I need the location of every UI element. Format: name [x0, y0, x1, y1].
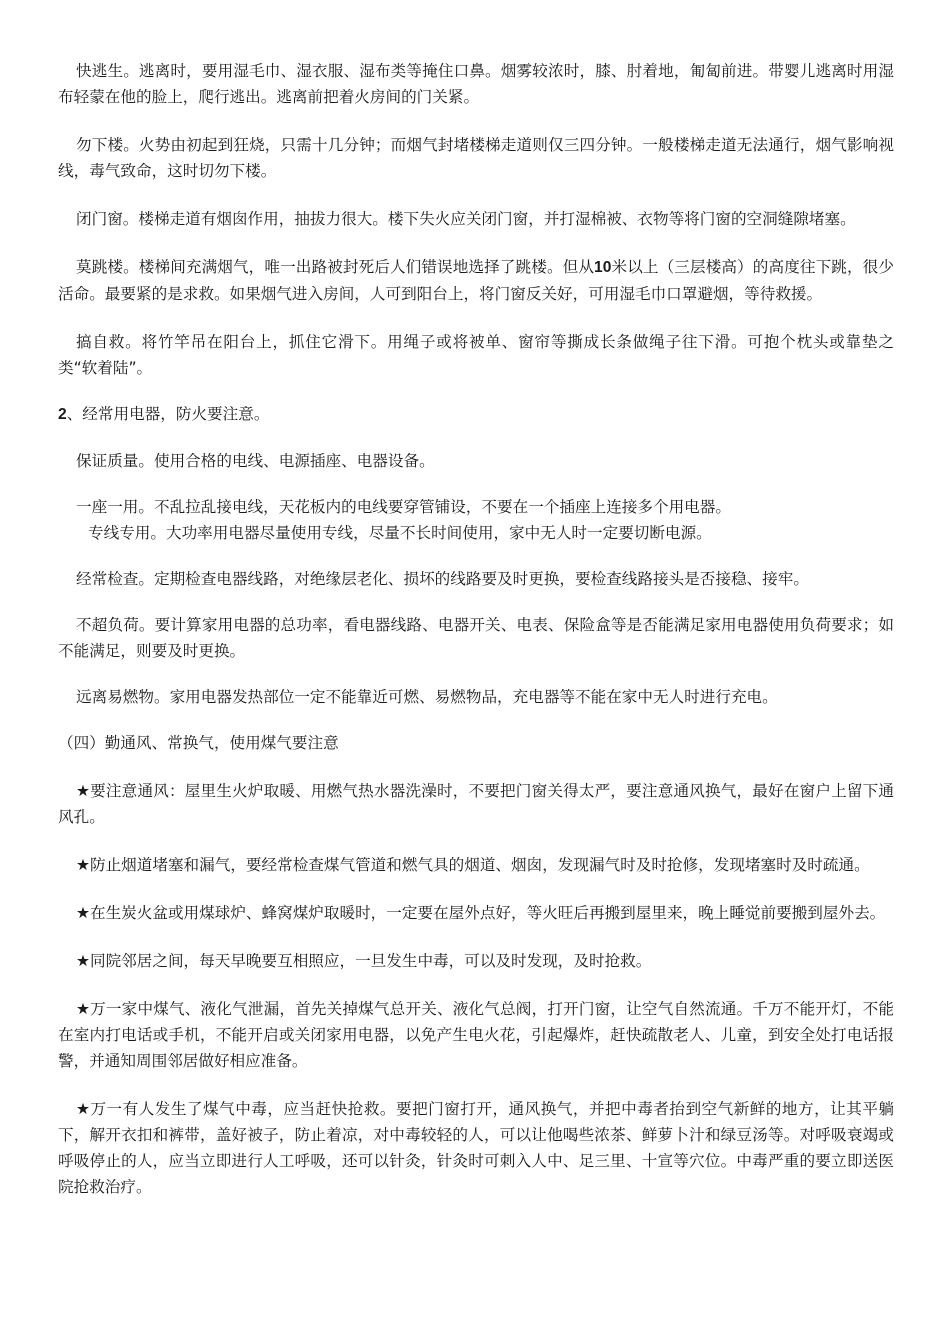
- section-heading-text: 、经常用电器，防火要注意。: [66, 405, 270, 423]
- paragraph-close-doors-windows: 闭门窗。楼梯走道有烟囱作用，抽拔力很大。楼下失火应关闭门窗，并打湿棉被、衣物等将门窗的空洞缝隙堵塞。: [76, 210, 856, 228]
- paragraph-no-overload: 不超负荷。要计算家用电器的总功率，看电器线路、电器开关、电表、保险盒等是否能满足家用电器使用负荷要求；如不能满足，则要及时更换。: [58, 616, 894, 660]
- section-heading-electrical: [58, 401, 894, 428]
- paragraph-text-segment: 莫跳楼。楼梯间充满烟气，唯一出路被封死后人们错误地选择了跳楼。但从: [76, 258, 595, 276]
- paragraph-gas-leak: ★万一家中煤气、液化气泄漏，首先关掉煤气总开关、液化气总阀，打开门窗，让空气自然流通。千万不能开灯，不能在室内打电话或手机，不能开启或关闭家用电器，以免产生电火花，引起爆炸，赶快疏散老人、儿童，到安全处打电话报警，并通知周围邻居做好相应准备。: [58, 1000, 894, 1070]
- paragraph-ensure-quality: 保证质量。使用合格的电线、电源插座、电器设备。: [76, 452, 435, 470]
- section-number: 2: [58, 406, 67, 423]
- paragraph-one-socket-one-use: 一座一用。不乱拉乱接电线，天花板内的电线要穿管铺设，不要在一个插座上连接多个用电器。: [76, 498, 731, 516]
- paragraph-ventilation: ★要注意通风：屋里生火炉取暖、用燃气热水器洗澡时，不要把门窗关得太严，要注意通风换气，最好在窗户上留下通风孔。: [58, 782, 894, 826]
- paragraph-self-rescue: 搞自救。将竹竿吊在阳台上，抓住它滑下。用绳子或将被单、窗帘等撕成长条做绳子往下滑。可抱个枕头或靠垫之类“软着陆”。: [58, 333, 894, 377]
- paragraph-do-not-go-downstairs: 勿下楼。火势由初起到狂烧，只需十几分钟；而烟气封堵楼梯走道则仅三四分钟。一般楼梯走道无法通行，烟气影响视线，毒气致命，这时切勿下楼。: [58, 136, 894, 180]
- height-number: 10: [594, 259, 612, 276]
- paragraph-regular-inspection: 经常检查。定期检查电器线路，对绝缘层老化、损坏的线路要及时更换，要检查线路接头是否接稳、接牢。: [76, 570, 809, 588]
- paragraph-prevent-flue-blockage: ★防止烟道堵塞和漏气，要经常检查煤气管道和燃气具的烟道、烟囱，发现漏气时及时抢修，发现堵塞时及时疏通。: [76, 856, 870, 874]
- paragraph-do-not-jump: [58, 254, 894, 307]
- paragraph-gas-poisoning: ★万一有人发生了煤气中毒，应当赶快抢救。要把门窗打开，通风换气，并把中毒者抬到空气新鲜的地方，让其平躺下，解开衣扣和裤带，盖好被子，防止着凉，对中毒较轻的人，可以让他喝些浓茶、鲜萝卜汁和绿豆汤等。对呼吸衰竭或呼吸停止的人，应当立即进行人工呼吸，还可以针灸，针灸时可刺入人中、足三里、十宣等穴位。中毒严重的要立即送医院抢救治疗。: [58, 1100, 894, 1196]
- paragraph-escape-quickly: 快逃生。逃离时，要用湿毛巾、湿衣服、湿布类等掩住口鼻。烟雾较浓时，膝、肘着地，匍匐前进。带婴儿逃离时用湿布轻蒙在他的脸上，爬行逃出。逃离前把着火房间的门关紧。: [58, 62, 894, 106]
- paragraph-dedicated-line: 专线专用。大功率用电器尽量使用专线，尽量不长时间使用，家中无人时一定要切断电源。: [88, 524, 712, 542]
- paragraph-charcoal-stove: ★在生炭火盆或用煤球炉、蜂窝煤炉取暖时，一定要在屋外点好，等火旺后再搬到屋里来，晚上睡觉前要搬到屋外去。: [76, 904, 886, 922]
- paragraph-text-segment: 米以上（三层楼高）的高度往下跳，很少活命。最要紧的是求救。如果烟气进入房间，人可到阳台上，将门窗反关好，可用湿毛巾口罩避烟，等待救援。: [58, 258, 894, 303]
- paragraph-keep-away-flammables: 远离易燃物。家用电器发热部位一定不能靠近可燃、易燃物品，充电器等不能在家中无人时进行充电。: [76, 688, 778, 706]
- document-page: [58, 58, 894, 1200]
- paragraph-neighbors: ★同院邻居之间，每天早晚要互相照应，一旦发生中毒，可以及时发现，及时抢救。: [76, 952, 652, 970]
- section-heading-ventilation: （四）勤通风、常换气，使用煤气要注意: [58, 734, 339, 752]
